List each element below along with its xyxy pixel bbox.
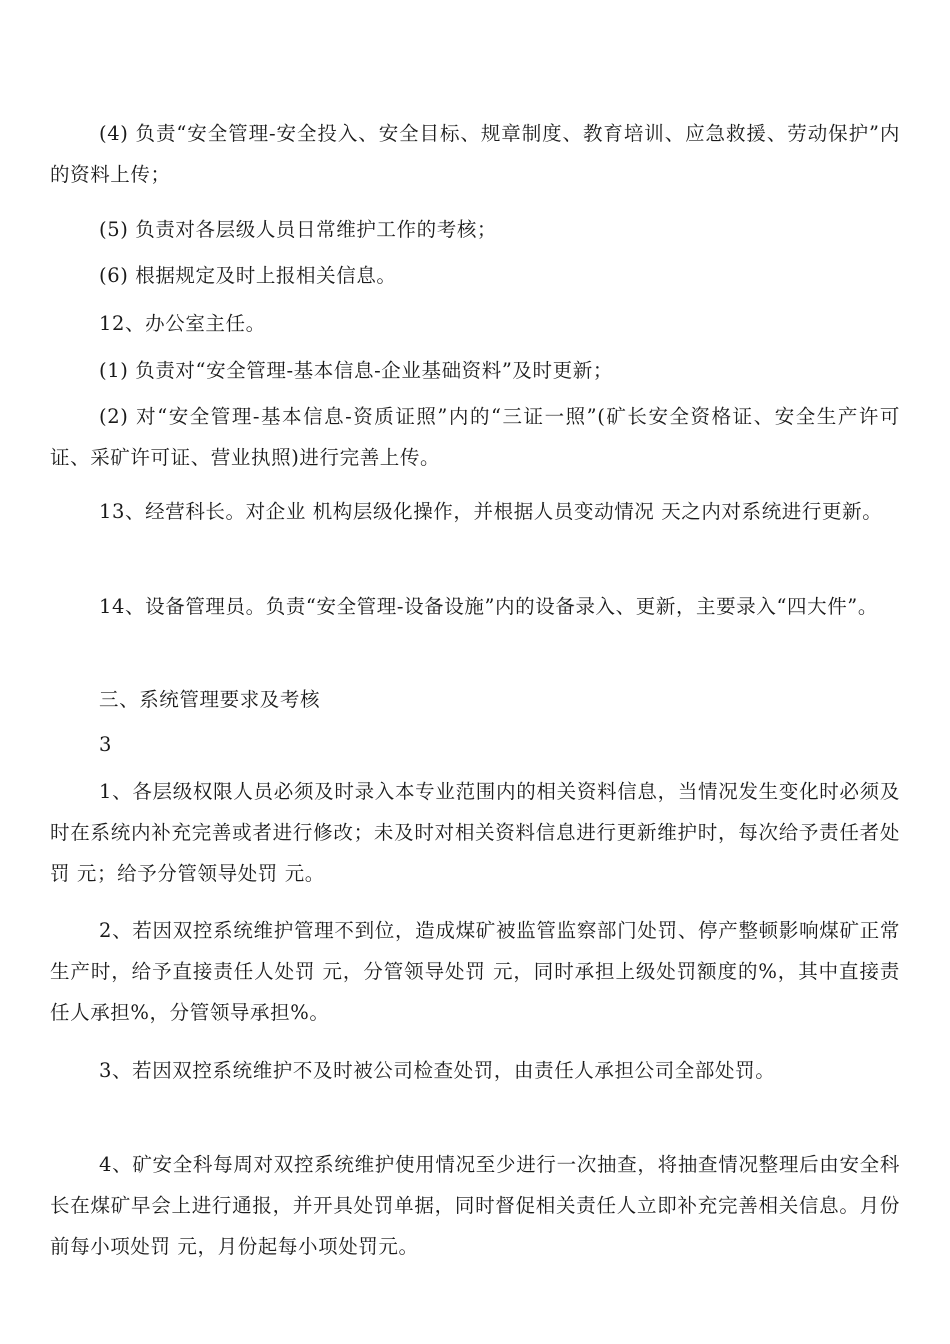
paragraph-item-2-certificates: (2) 对“安全管理-基本信息-资质证照”内的“三证一照”(矿长安全资格证、安全生产许可证、采矿许可证、营业执照)进行完善上传。 — [50, 405, 900, 469]
paragraph-item-5-assessment: (5) 负责对各层级人员日常维护工作的考核； — [99, 218, 498, 241]
rule-2-penalty: 2、若因双控系统维护管理不到位，造成煤矿被监管监察部门处罚、停产整顿影响煤矿正常生产时，给予直接责任人处罚 元，分管领导处罚 元，同时承担上级处罚额度的%，其中直接责任人承担%，分管领导承担%。 — [50, 919, 900, 1024]
paragraph-item-6-report: (6) 根据规定及时上报相关信息。 — [99, 264, 397, 287]
rule-1-timely-entry: 1、各层级权限人员必须及时录入本专业范围内的相关资料信息，当情况发生变化时必须及时在系统内补充完善或者进行修改；未及时对相关资料信息进行更新维护时，每次给予责任者处罚 元；给予分管领导处罚 元。 — [50, 780, 900, 885]
section-heading-office-director: 12、办公室主任。 — [99, 312, 266, 335]
section-business-director: 13、经营科长。对企业 机构层级化操作，并根据人员变动情况 天之内对系统进行更新。 — [99, 500, 883, 523]
rule-4-weekly-inspection: 4、矿安全科每周对双控系统维护使用情况至少进行一次抽查，将抽查情况整理后由安全科长在煤矿早会上进行通报，并开具处罚单据，同时督促相关责任人立即补充完善相关信息。月份前每小项处罚 元，月份起每小项处罚元。 — [50, 1153, 900, 1258]
stray-number: 3 — [99, 733, 113, 756]
paragraph-item-1-update-info: (1) 负责对“安全管理-基本信息-企业基础资料”及时更新； — [99, 359, 613, 382]
section-heading-system-requirements: 三、系统管理要求及考核 — [99, 688, 321, 711]
section-equipment-manager: 14、设备管理员。负责“安全管理-设备设施”内的设备录入、更新，主要录入“四大件”。 — [99, 595, 878, 618]
paragraph-item-4-upload-duty: (4) 负责“安全管理-安全投入、安全目标、规章制度、教育培训、应急救援、劳动保护”内的资料上传； — [50, 122, 900, 186]
rule-3-company-check: 3、若因双控系统维护不及时被公司检查处罚，由责任人承担公司全部处罚。 — [99, 1059, 776, 1082]
